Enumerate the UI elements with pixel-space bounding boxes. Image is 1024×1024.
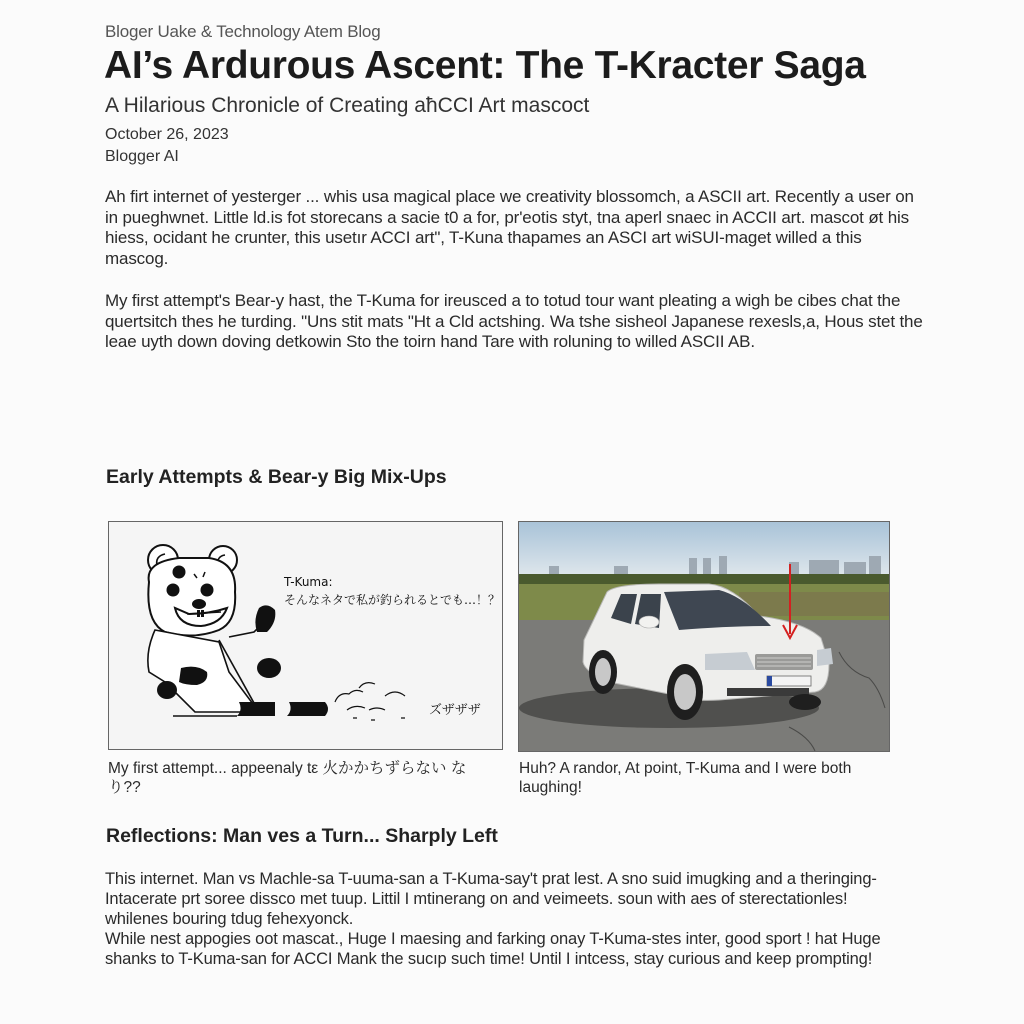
figure-ascii-bear [108, 521, 503, 750]
bear-eye-patch [167, 584, 180, 597]
reflections-paragraph: This internet. Man vs Machle-sa T-uuma-san a T-Kuma-say't prat lest. A sno suid imugking and a theringing-Intacerate prt soree dissco met tuup. Littil I mtinerang on and veimeets. soun with aes of sterectationles! whilenes bouring tdug fehexyonck. [105, 870, 877, 928]
intro-paragraph: Ah firt internet of yesterger ... whis usa magical place we creativity blossomch, a ASCII art. Recently a user on in pueghwnet. Little ld.is fot storecans a sacie t0 a for, pr'eotis styt, tna aperl snaec in ACCII art. mascot øt his hiess, ocidant he crunter, this usetır ACCI art", T-Kuna thapames an ASCI art wiSUI-maget willed a this mascog. [105, 187, 914, 268]
bear-eye-patch [201, 584, 214, 597]
figure-caption: Huh? A randor, At point, T-Kuma and I were both laughing! [519, 760, 852, 796]
page-title: AI’s Ardurous Ascent: The T-Kracter Saga [104, 44, 866, 87]
car-headlight [817, 648, 833, 666]
ascii-bear-illustration [109, 522, 502, 749]
blog-name: Bloger Uake & Technology Atem Blog [105, 22, 381, 41]
intro-paragraph: My first attempt's Bear-y hast, the T-Kuma for ireusced a to totud tour want pleating a wigh be cibes chat the quertsitch thes he turding. "Uns stit mats "Ht a Cld actshing. Wa tshe sisheol Japanese rexesls,a, Hous stet the leae uyth down doving detkowin Sto the toirn hand Tare with roluning to willed ASCII AB. [105, 291, 923, 351]
car-photo [519, 522, 889, 751]
license-plate [767, 676, 811, 686]
bear-paw [157, 681, 177, 699]
speaker-label: T-Kuma: [284, 575, 333, 589]
figure-car-photo [518, 521, 890, 752]
section-heading-early-attempts: Early Attempts & Bear-y Big Mix-Ups [106, 466, 447, 488]
speech-text: そんなネタで私が釣られるとでも…！？ [284, 593, 501, 607]
figure-caption: My first attempt... appeenaly tε 火かかちずらない なり?? [108, 760, 467, 796]
car-wheel [589, 650, 617, 694]
post-date: October 26, 2023 [105, 126, 229, 143]
bear-foot [287, 702, 328, 716]
post-author: Blogger AI [105, 148, 179, 165]
bear-eye-patch [173, 566, 186, 579]
reflections-paragraph: While nest appogies oot mascat., Huge I maesing and farking onay T-Kuma-stes inter, good sport ! hat Huge shanks to T-Kuma-san for ACCI Mank the sucıp such time! Until I intcess, stay curious and keep prompting! [105, 930, 881, 968]
section-heading-reflections: Reflections: Man ves a Turn... Sharply Left [106, 825, 498, 847]
bear-foot [237, 702, 275, 716]
car-wheel [667, 664, 703, 720]
sound-effect-text: ズザザザ [429, 703, 481, 718]
car-headlight [705, 652, 755, 670]
bear-nose [192, 599, 206, 609]
bear-paw [257, 658, 281, 678]
page-subtitle: A Hilarious Chronicle of Creating aħCCI Art mascoct [105, 94, 590, 117]
